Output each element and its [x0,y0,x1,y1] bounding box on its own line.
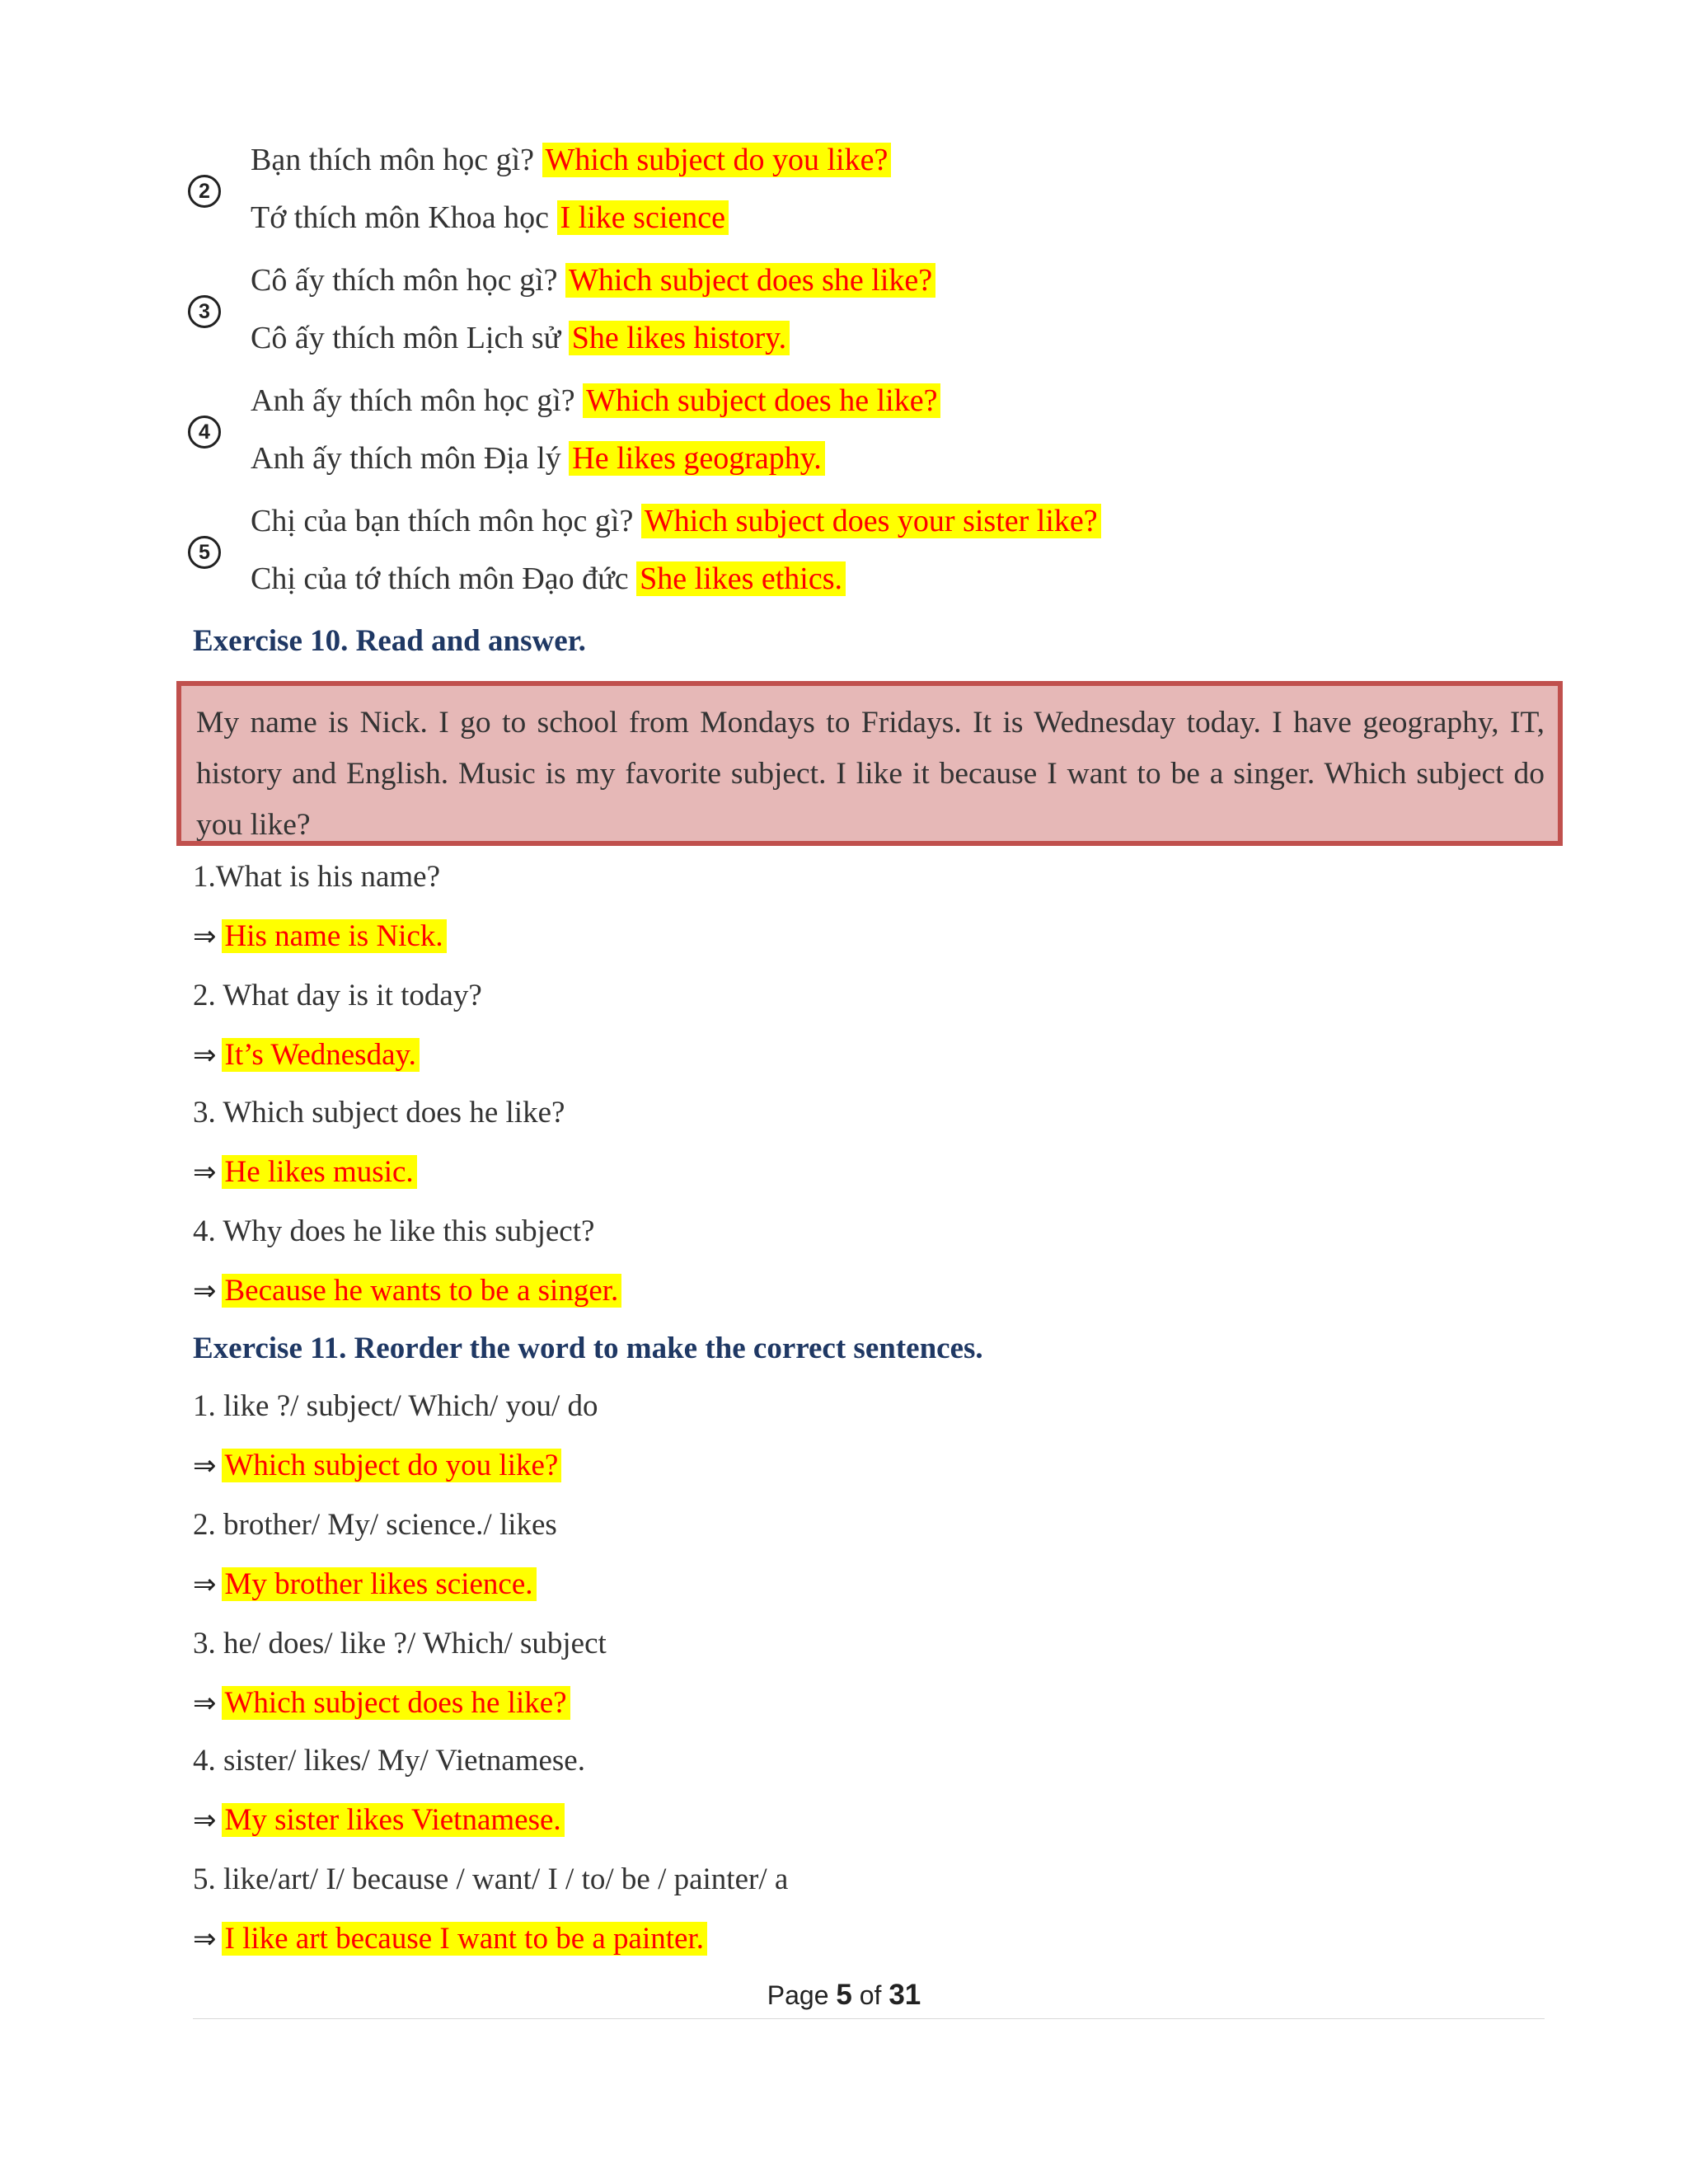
answer-highlight: Which subject does he like? [583,383,940,418]
circled-number-2: 2 [188,175,221,208]
answer-highlight: My sister likes Vietnamese. [222,1803,565,1837]
answer-highlight: It’s Wednesday. [222,1038,420,1072]
arrow-icon: ⇒ [193,1568,217,1601]
answer-highlight: Which subject does he like? [222,1686,570,1720]
arrow-icon: ⇒ [193,1039,217,1072]
answer-highlight: She likes history. [569,321,790,355]
answer-4 [193,1271,621,1311]
answer-highlight: Which subject do you like? [222,1449,562,1482]
question-4: 4. Why does he like this subject? [193,1214,595,1248]
dialogue-question: Bạn thích môn học gì? Which subject do you like? [251,140,891,180]
page-footer [0,1979,1688,2012]
answer-highlight: My brother likes science. [222,1567,537,1601]
reorder-1: 1. like ?/ subject/ Which/ you/ do [193,1389,598,1423]
answer-1 [193,917,447,956]
exercise-11-heading: Exercise 11. Reorder the word to make the correct sentences. [193,1332,983,1365]
answer-highlight: Because he wants to be a singer. [222,1274,622,1308]
answer-highlight: His name is Nick. [222,919,447,953]
question-1: 1.What is his name? [193,860,441,894]
dialogue-question: Anh ấy thích môn học gì? Which subject does he like? [251,381,940,420]
answer-highlight: He likes music. [222,1155,417,1189]
answer-highlight: Which subject does your sister like? [641,504,1101,538]
reorder-5: 5. like/art/ I/ because / want/ I / to/ be / painter/ a [193,1862,789,1896]
arrow-icon: ⇒ [193,1923,217,1956]
dialogue-question: Chị của bạn thích môn học gì? Which subject does your sister like? [251,501,1101,541]
arrow-icon: ⇒ [193,1687,217,1720]
reorder-4: 4. sister/ likes/ My/ Vietnamese. [193,1744,585,1778]
question-3: 3. Which subject does he like? [193,1096,565,1130]
answer-highlight: I like art because I want to be a painter. [222,1922,707,1956]
dialogue-answer: Cô ấy thích môn Lịch sử She likes history. [251,318,790,358]
arrow-icon: ⇒ [193,1449,217,1482]
exercise-10-heading: Exercise 10. Read and answer. [193,624,586,658]
circled-number-5: 5 [188,536,221,569]
answer-2 [193,1036,420,1075]
circled-number-3: 3 [188,295,221,328]
answer-highlight: Which subject does she like? [565,263,935,298]
footer-of-label: of [859,1980,882,2010]
circled-number-4: 4 [188,416,221,449]
reorder-answer-5 [193,1919,707,1959]
answer-highlight: I like science [557,200,729,235]
reorder-2: 2. brother/ My/ science./ likes [193,1508,557,1542]
answer-highlight: He likes geography. [569,441,825,476]
footer-page-total: 31 [889,1979,921,2011]
answer-highlight: She likes ethics. [636,561,846,596]
footer-rule [193,2018,1545,2019]
dialogue-question: Cô ấy thích môn học gì? Which subject does she like? [251,261,935,300]
dialogue-answer: Anh ấy thích môn Địa lý He likes geography. [251,439,825,478]
answer-3 [193,1153,417,1192]
footer-page-label: Page [767,1980,829,2010]
reorder-answer-3 [193,1684,570,1723]
reorder-answer-4 [193,1801,565,1840]
question-2: 2. What day is it today? [193,979,482,1012]
answer-highlight: Which subject do you like? [542,143,892,177]
arrow-icon: ⇒ [193,1156,217,1189]
reorder-answer-2 [193,1565,537,1604]
dialogue-answer: Tớ thích môn Khoa học I like science [251,198,729,237]
reorder-answer-1 [193,1446,561,1486]
footer-page-number: 5 [836,1979,852,2011]
arrow-icon: ⇒ [193,920,217,953]
arrow-icon: ⇒ [193,1275,217,1308]
reading-passage: My name is Nick. I go to school from Mondays to Fridays. It is Wednesday today. I have geography, IT, history and English. Music is my favorite subject. I like it because I want to be a singer. Which subject do you like? [176,681,1563,846]
arrow-icon: ⇒ [193,1804,217,1837]
dialogue-answer: Chị của tớ thích môn Đạo đức She likes ethics. [251,559,846,599]
reorder-3: 3. he/ does/ like ?/ Which/ subject [193,1627,607,1660]
